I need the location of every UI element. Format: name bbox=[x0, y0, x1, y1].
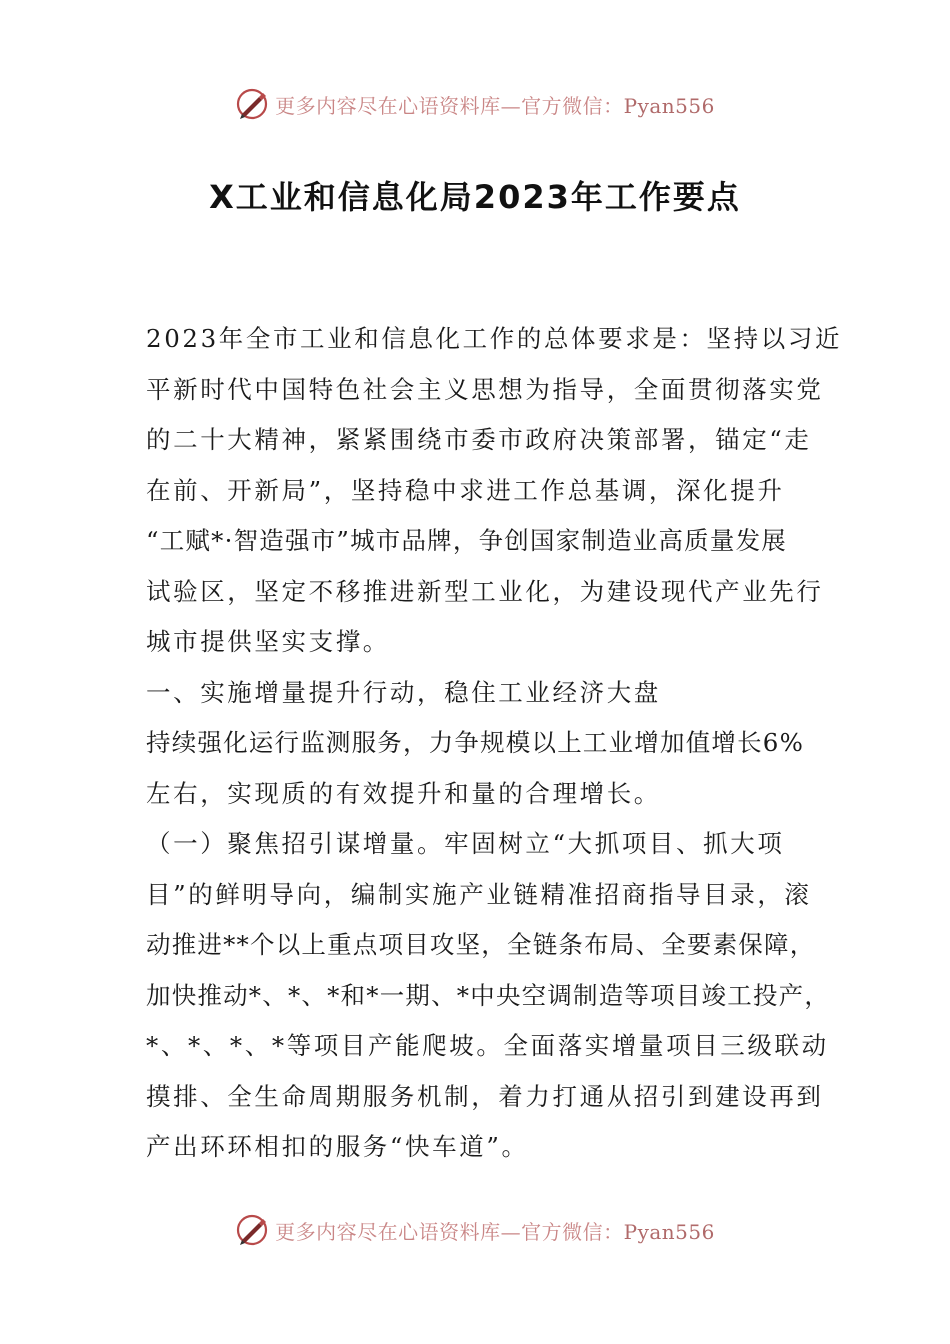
header-watermark bbox=[0, 82, 950, 126]
document-title: X工业和信息化局2023年工作要点 bbox=[209, 178, 741, 216]
body-line: 摸排、全生命周期服务机制，着力打通从招引到建设再到 bbox=[146, 1081, 824, 1111]
body-line: 加快推动*、*、*和*一期、*中央空调制造等项目竣工投产， bbox=[146, 980, 831, 1010]
body-line: 持续强化运行监测服务，力争规模以上工业增加值增长6% bbox=[146, 728, 805, 757]
watermark-text bbox=[275, 1216, 715, 1245]
watermark-account: Pyan556 bbox=[623, 1219, 715, 1244]
body-line: 平新时代中国特色社会主义思想为指导，全面贯彻落实党 bbox=[146, 374, 824, 404]
watermark-account: Pyan556 bbox=[623, 93, 715, 118]
document-body bbox=[146, 314, 843, 1173]
body-line: 的二十大精神，紧紧围绕市委市政府决策部署，锚定“走 bbox=[146, 425, 812, 454]
body-line: 在前、开新局”，坚持稳中求进工作总基调，深化提升 bbox=[146, 475, 785, 505]
pen-circle-logo-icon bbox=[235, 87, 269, 121]
pen-circle-logo-icon bbox=[235, 1213, 269, 1247]
footer-watermark bbox=[0, 1208, 950, 1252]
section-heading: 一、实施增量提升行动，稳住工业经济大盘 bbox=[146, 677, 661, 707]
body-line: 试验区，坚定不移推进新型工业化，为建设现代产业先行 bbox=[146, 576, 824, 606]
body-line: 2023年全市工业和信息化工作的总体要求是：坚持以习近 bbox=[146, 324, 843, 353]
body-line: 左右，实现质的有效提升和量的合理增长。 bbox=[146, 778, 661, 808]
watermark-label: 更多内容尽在心语资料库—官方微信： bbox=[275, 1219, 624, 1244]
body-line: “工赋*·智造强市”城市品牌，争创国家制造业高质量发展 bbox=[146, 526, 787, 555]
body-line: 城市提供坚实支撑。 bbox=[146, 627, 390, 656]
body-line: 产出环环相扣的服务“快车道”。 bbox=[146, 1132, 529, 1161]
body-line: （一）聚焦招引谋增量。牢固树立“大抓项目、抓大项 bbox=[146, 829, 785, 858]
body-line: 动推进**个以上重点项目攻坚，全链条布局、全要素保障， bbox=[146, 930, 816, 959]
body-line: 目”的鲜明导向，编制实施产业链精准招商指导目录，滚 bbox=[146, 879, 812, 909]
body-line: *、*、*、*等项目产能爬坡。全面落实增量项目三级联动 bbox=[146, 1031, 829, 1060]
watermark-text bbox=[275, 90, 715, 119]
watermark-label: 更多内容尽在心语资料库—官方微信： bbox=[275, 93, 624, 118]
